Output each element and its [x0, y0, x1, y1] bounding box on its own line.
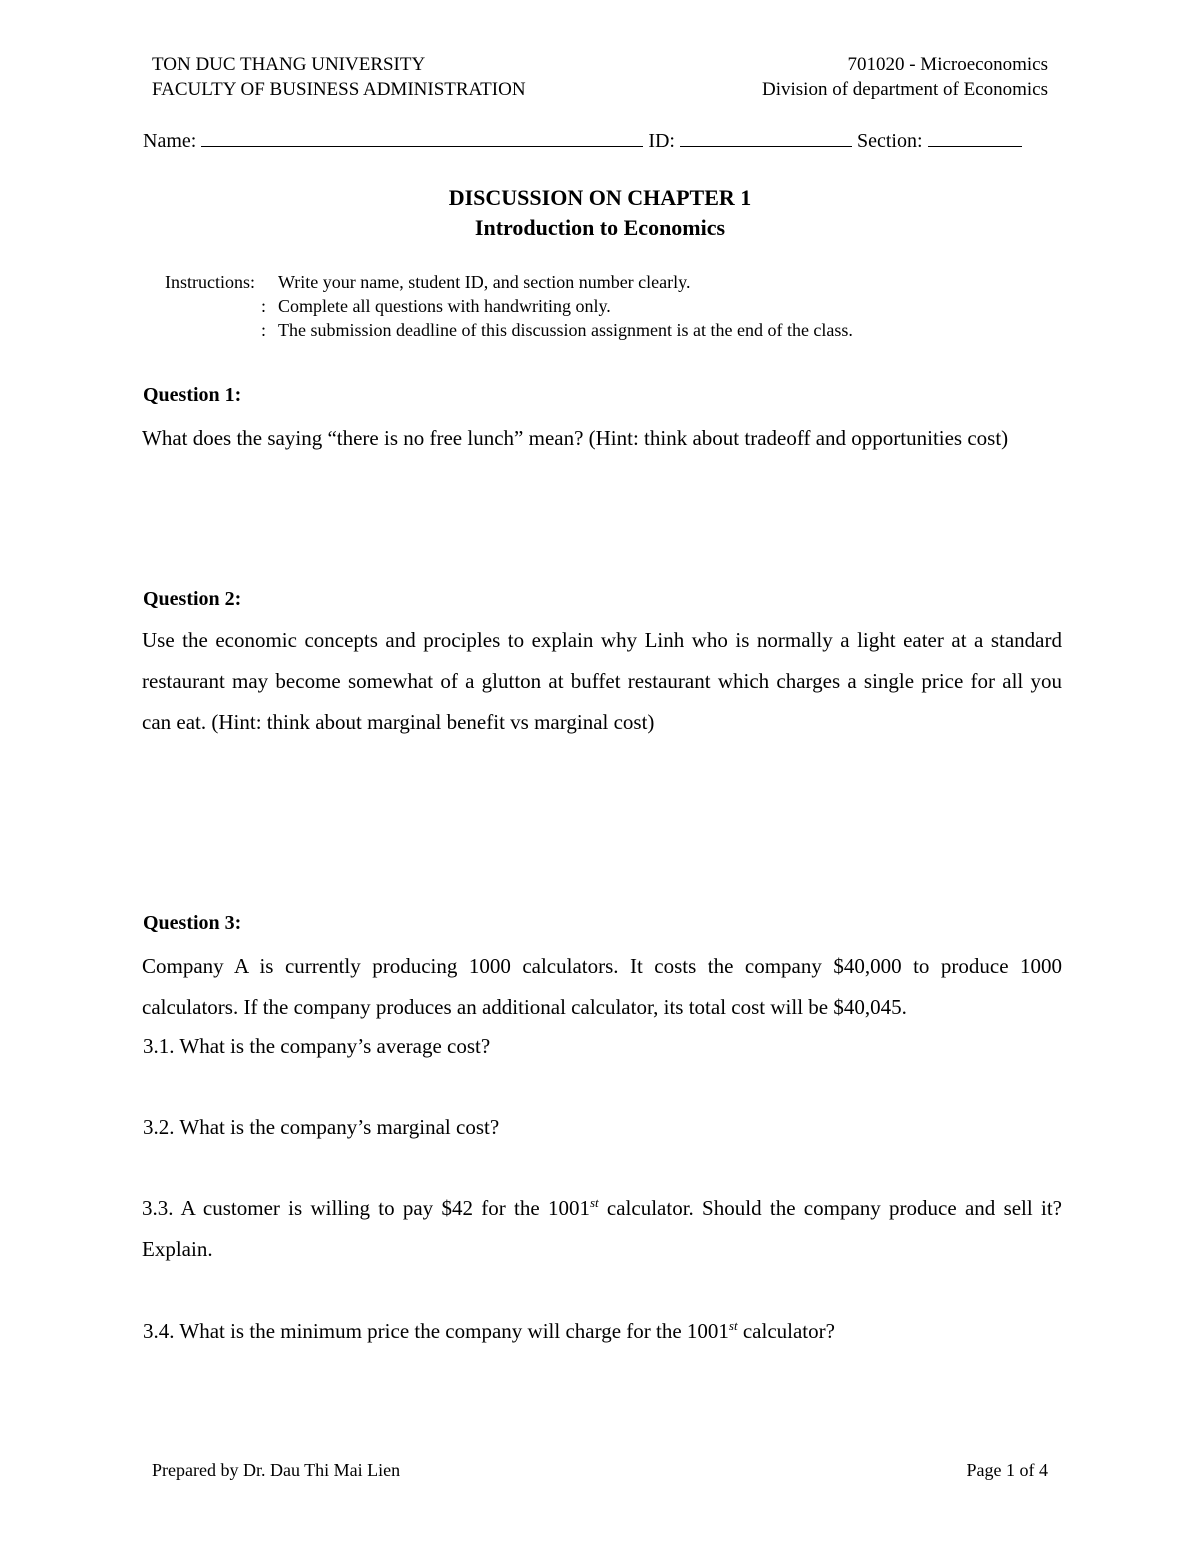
division-name: Division of department of Economics: [762, 79, 1048, 100]
page-number: Page 1 of 4: [966, 1460, 1048, 1480]
ordinal-suffix: st: [589, 1195, 599, 1210]
question-3-heading: Question 3:: [143, 912, 242, 934]
instruction-colon: :: [261, 296, 267, 316]
question-3-3-text-end: calculator. Should the company produce and sell it? Explain.: [142, 1196, 1062, 1261]
question-3-4-text-end: calculator?: [737, 1319, 835, 1343]
name-field[interactable]: [201, 126, 643, 147]
student-info-row: [143, 126, 1022, 153]
section-label: Section:: [856, 130, 923, 152]
instructions-label: Instructions:: [165, 272, 255, 292]
question-2-text: Use the economic concepts and prociples to explain why Linh who is normally a light eater at a standard restaurant may become somewhat of a glutton at buffet restaurant which charges a single price for all you can eat. (Hint: think about marginal benefit vs marginal cost): [142, 628, 1062, 734]
id-field[interactable]: [680, 126, 852, 147]
question-3-3-text-start: 3.3. A customer is willing to pay $42 for the 1001: [142, 1196, 590, 1220]
instruction-item: The submission deadline of this discussion assignment is at the end of the class.: [278, 320, 853, 340]
id-label: ID:: [648, 130, 675, 152]
page-subtitle: Introduction to Economics: [474, 215, 726, 240]
question-3-1: 3.1. What is the company’s average cost?: [143, 1034, 491, 1058]
ordinal-suffix: st: [728, 1318, 738, 1333]
instruction-item: Complete all questions with handwriting only.: [278, 296, 611, 316]
faculty-name: FACULTY OF BUSINESS ADMINISTRATION: [152, 79, 526, 100]
question-3-text: Company A is currently producing 1000 calculators. It costs the company $40,000 to produce 1000 calculators. If the company produces an additional calculator, its total cost will be $40,045.: [142, 954, 1062, 1019]
instruction-item: Write your name, student ID, and section number clearly.: [278, 272, 691, 292]
question-3-3: [142, 1188, 1062, 1270]
question-2-heading: Question 2:: [143, 588, 242, 610]
question-3-2: 3.2. What is the company’s marginal cost?: [143, 1115, 500, 1139]
instruction-colon: :: [261, 320, 267, 340]
name-label: Name:: [143, 130, 197, 152]
section-field[interactable]: [928, 126, 1022, 147]
question-1-heading: Question 1:: [143, 384, 242, 406]
question-1-text: What does the saying “there is no free lunch” mean? (Hint: think about tradeoff and opportunities cost): [142, 426, 1009, 450]
course-code: 701020 - Microeconomics: [847, 54, 1048, 75]
page-title: DISCUSSION ON CHAPTER 1: [448, 185, 752, 210]
footer-author: Prepared by Dr. Dau Thi Mai Lien: [152, 1460, 401, 1480]
university-name: TON DUC THANG UNIVERSITY: [152, 54, 426, 75]
question-3-4: [143, 1319, 835, 1344]
question-3-4-text-start: 3.4. What is the minimum price the company will charge for the 1001: [143, 1319, 729, 1343]
